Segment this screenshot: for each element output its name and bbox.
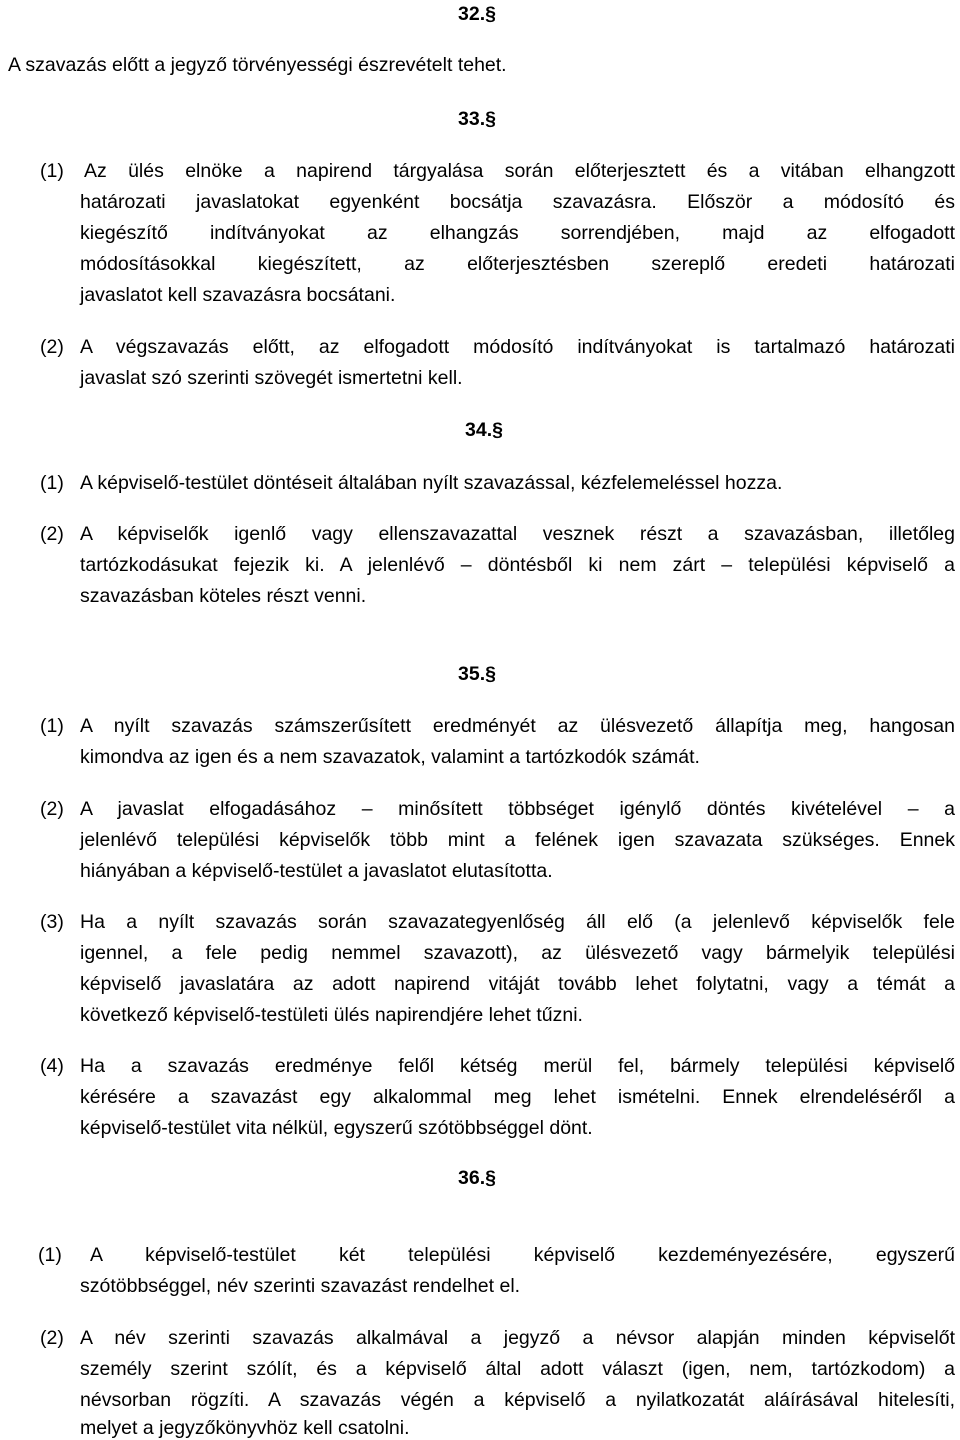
- paragraph-number: (2): [40, 1327, 64, 1349]
- section-heading-34: 34.§: [465, 419, 503, 441]
- paragraph-line: névsorban rögzíti. A szavazás végén a képviselő a nyilatkozatát aláírásával hitelesíti,: [80, 1389, 955, 1411]
- paragraph-line: A javaslat elfogadásához – minősített többséget igénylő döntés kivételével – a: [80, 798, 955, 820]
- paragraph-line: tartózkodásukat fejezik ki. A jelenlévő – döntésből ki nem zárt – települési képviselő a: [80, 554, 955, 576]
- paragraph-line: javaslatot kell szavazásra bocsátani.: [80, 284, 396, 306]
- section-heading-35: 35.§: [458, 663, 496, 685]
- paragraph-number: (2): [40, 336, 64, 358]
- paragraph-line: személy szerint szólít, és a képviselő által adott választ (igen, nem, tartózkodom) a: [80, 1358, 955, 1380]
- section-32-text: A szavazás előtt a jegyző törvényességi észrevételt tehet.: [8, 54, 507, 76]
- paragraph-line: A képviselő-testület két települési képviselő kezdeményezésére, egyszerű: [90, 1244, 955, 1266]
- paragraph-line: Az ülés elnöke a napirend tárgyalása során előterjesztett és a vitában elhangzott: [84, 160, 955, 182]
- paragraph-line: A képviselő-testület döntéseit általában nyílt szavazással, kézfelemeléssel hozza.: [80, 472, 783, 494]
- paragraph-line: következő képviselő-testületi ülés napirendjére lehet tűzni.: [80, 1004, 583, 1026]
- paragraph-line: A végszavazás előtt, az elfogadott módosító indítványokat is tartalmazó határozati: [80, 336, 955, 358]
- paragraph-number: (1): [40, 472, 64, 494]
- paragraph-line: melyet a jegyzőkönyvhöz kell csatolni.: [80, 1417, 410, 1439]
- paragraph-line: képviselő javaslatára az adott napirend vitáját tovább lehet folytatni, vagy a témát a: [80, 973, 955, 995]
- paragraph-line: határozati javaslatokat egyenként bocsátja szavazásra. Először a módosító és: [80, 191, 955, 213]
- paragraph-number: (1): [38, 1244, 62, 1266]
- paragraph-line: kimondva az igen és a nem szavazatok, valamint a tartózkodók számát.: [80, 746, 700, 768]
- paragraph-number: (1): [40, 160, 64, 182]
- paragraph-line: A név szerinti szavazás alkalmával a jegyző a névsor alapján minden képviselőt: [80, 1327, 955, 1349]
- paragraph-number: (4): [40, 1055, 64, 1077]
- paragraph-line: javaslat szó szerinti szövegét ismertetni kell.: [80, 367, 463, 389]
- section-heading-36: 36.§: [458, 1167, 496, 1189]
- paragraph-number: (1): [40, 715, 64, 737]
- section-heading-33: 33.§: [458, 108, 496, 130]
- paragraph-line: Ha a szavazás eredménye felől kétség merül fel, bármely települési képviselő: [80, 1055, 955, 1077]
- paragraph-line: jelenlévő települési képviselők több mint a felének igen szavazata szükséges. Ennek: [80, 829, 955, 851]
- section-heading-32: 32.§: [458, 3, 496, 25]
- paragraph-line: szótöbbséggel, név szerinti szavazást rendelhet el.: [80, 1275, 521, 1297]
- paragraph-line: Ha a nyílt szavazás során szavazategyenlőség áll elő (a jelenlevő képviselők fele: [80, 911, 955, 933]
- paragraph-line: kiegészítő indítványokat az elhangzás sorrendjében, majd az elfogadott: [80, 222, 955, 244]
- paragraph-line: képviselő-testület vita nélkül, egyszerű szótöbbséggel dönt.: [80, 1117, 593, 1139]
- paragraph-number: (2): [40, 798, 64, 820]
- paragraph-line: igennel, a fele pedig nemmel szavazott), az ülésvezető vagy bármelyik települési: [80, 942, 955, 964]
- paragraph-line: módosításokkal kiegészített, az előterjesztésben szereplő eredeti határozati: [80, 253, 955, 275]
- paragraph-number: (2): [40, 523, 64, 545]
- paragraph-line: kérésére a szavazást egy alkalommal meg lehet ismételni. Ennek elrendeléséről a: [80, 1086, 955, 1108]
- paragraph-line: hiányában a képviselő-testület a javaslatot elutasította.: [80, 860, 553, 882]
- paragraph-line: A képviselők igenlő vagy ellenszavazattal vesznek részt a szavazásban, illetőleg: [80, 523, 955, 545]
- paragraph-line: A nyílt szavazás számszerűsített eredményét az ülésvezető állapítja meg, hangosan: [80, 715, 955, 737]
- paragraph-line: szavazásban köteles részt venni.: [80, 585, 367, 607]
- paragraph-number: (3): [40, 911, 64, 933]
